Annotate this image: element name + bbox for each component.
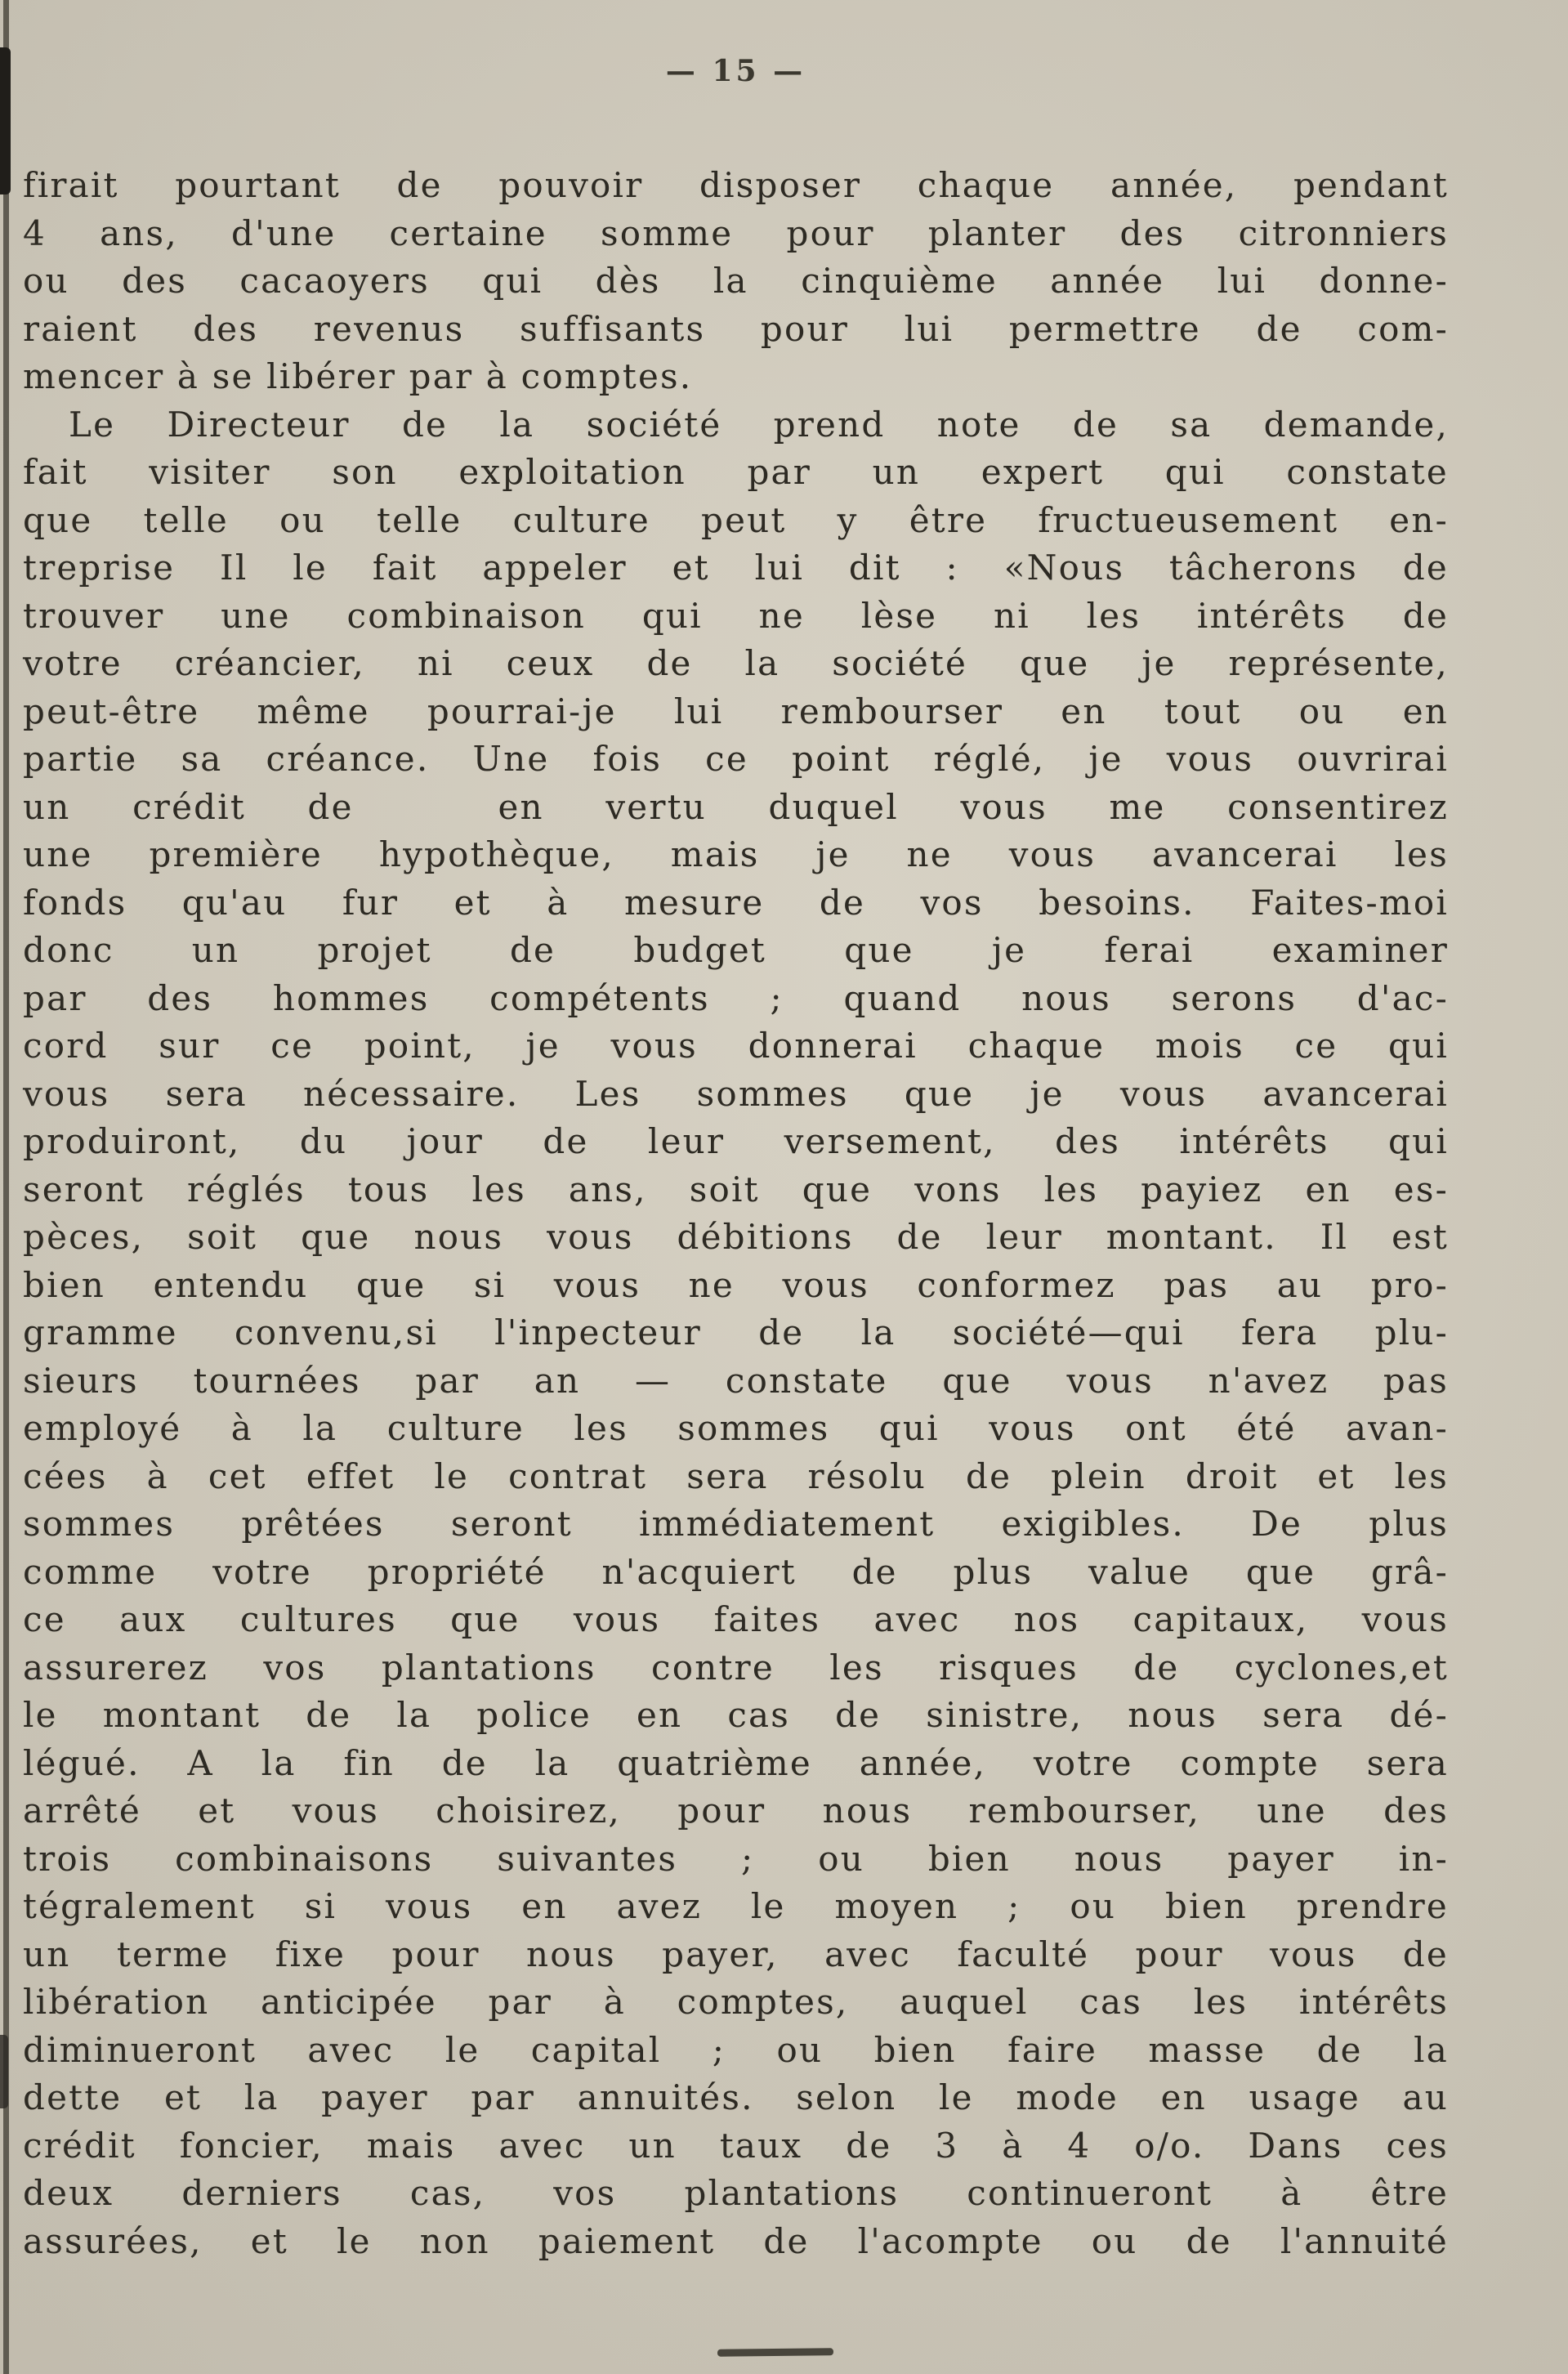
text-line: crédit foncier, mais avec un taux de 3 à 4 o/o. Dans ces — [23, 2125, 1449, 2166]
text-line: deux derniers cas, vos plantations continueront à être — [23, 2173, 1449, 2213]
text-line: le montant de la police en cas de sinistre, nous sera dé- — [23, 1695, 1449, 1735]
text-line: trouver une combinaison qui ne lèse ni les intérêts de — [23, 595, 1449, 636]
text-line: ce aux cultures que vous faites avec nos capitaux, vous — [23, 1599, 1449, 1639]
text-line: assurerez vos plantations contre les risques de cyclones,et — [23, 1647, 1449, 1688]
text-line: partie sa créance. Une fois ce point réglé, je vous ouvrirai — [23, 739, 1449, 779]
text-line: sommes prêtées seront immédiatement exigibles. De plus — [23, 1504, 1449, 1544]
text-line: sieurs tournées par an — constate que vous n'avez pas — [23, 1360, 1449, 1401]
document-body — [23, 162, 1449, 2265]
text-line: comme votre propriété n'acquiert de plus value que grâ- — [23, 1551, 1449, 1592]
text-line: une première hypothèque, mais je ne vous avancerai les — [23, 834, 1449, 874]
text-line: légué. A la fin de la quatrième année, votre compte sera — [23, 1742, 1449, 1783]
text-line: ou des cacaoyers qui dès la cinquième année lui donne- — [23, 261, 1449, 301]
text-line: dette et la payer par annuités. selon le mode en usage au — [23, 2077, 1449, 2117]
text-line: raient des revenus suffisants pour lui permettre de com- — [23, 308, 1449, 349]
scan-bottom-mark — [717, 2348, 833, 2356]
text-line: employé à la culture les sommes qui vous ont été avan- — [23, 1408, 1449, 1448]
text-line: un crédit de en vertu duquel vous me consentirez — [23, 786, 1449, 827]
text-line: assurées, et le non paiement de l'acompte ou de l'annuité — [23, 2220, 1449, 2261]
text-line: peut-être même pourrai-je lui rembourser en tout ou en — [23, 691, 1449, 731]
text-line: Le Directeur de la société prend note de sa demande, — [69, 404, 1449, 445]
text-line: vous sera nécessaire. Les sommes que je vous avancerai — [23, 1073, 1449, 1114]
text-line: donc un projet de budget que je ferai examiner — [23, 930, 1449, 970]
scan-edge-blob-mid — [0, 2035, 8, 2108]
text-line: produiront, du jour de leur versement, des intérêts qui — [23, 1121, 1449, 1161]
text-line: par des hommes compétents ; quand nous serons d'ac- — [23, 977, 1449, 1018]
text-line: un terme fixe pour nous payer, avec faculté pour vous de — [23, 1934, 1449, 1974]
text-line: trois combinaisons suivantes ; ou bien nous payer in- — [23, 1838, 1449, 1879]
page-number: — 15 — — [665, 54, 806, 88]
text-line: arrêté et vous choisirez, pour nous rembourser, une des — [23, 1791, 1449, 1831]
text-line: bien entendu que si vous ne vous conformez pas au pro- — [23, 1264, 1449, 1305]
scan-edge-line — [3, 0, 9, 2374]
text-line: seront réglés tous les ans, soit que vons les payiez en es- — [23, 1169, 1449, 1209]
text-line: firait pourtant de pouvoir disposer chaque année, pendant — [23, 165, 1449, 205]
text-line: cord sur ce point, je vous donnerai chaque mois ce qui — [23, 1026, 1449, 1066]
text-line: gramme convenu,si l'inpecteur de la société—qui fera plu- — [23, 1312, 1449, 1352]
text-line: 4 ans, d'une certaine somme pour planter des citronniers — [23, 212, 1449, 253]
text-line: cées à cet effet le contrat sera résolu de plein droit et les — [23, 1455, 1449, 1496]
text-line: fonds qu'au fur et à mesure de vos besoins. Faites-moi — [23, 882, 1449, 923]
text-line: mencer à se libérer par à comptes. — [23, 356, 693, 396]
text-line: votre créancier, ni ceux de la société que je représente, — [23, 643, 1449, 683]
text-line: fait visiter son exploitation par un expert qui constate — [23, 452, 1449, 492]
text-line: libération anticipée par à comptes, auquel cas les intérêts — [23, 1982, 1449, 2022]
text-line: treprise Il le fait appeler et lui dit : «Nous tâcherons de — [23, 548, 1449, 588]
text-line: tégralement si vous en avez le moyen ; ou bien prendre — [23, 1886, 1449, 1926]
text-line: diminueront avec le capital ; ou bien faire masse de la — [23, 2029, 1449, 2070]
text-line: pèces, soit que nous vous débitions de leur montant. Il est — [23, 1217, 1449, 1257]
text-line: que telle ou telle culture peut y être fructueusement en- — [23, 499, 1449, 540]
scan-edge-blob-top — [0, 47, 11, 194]
